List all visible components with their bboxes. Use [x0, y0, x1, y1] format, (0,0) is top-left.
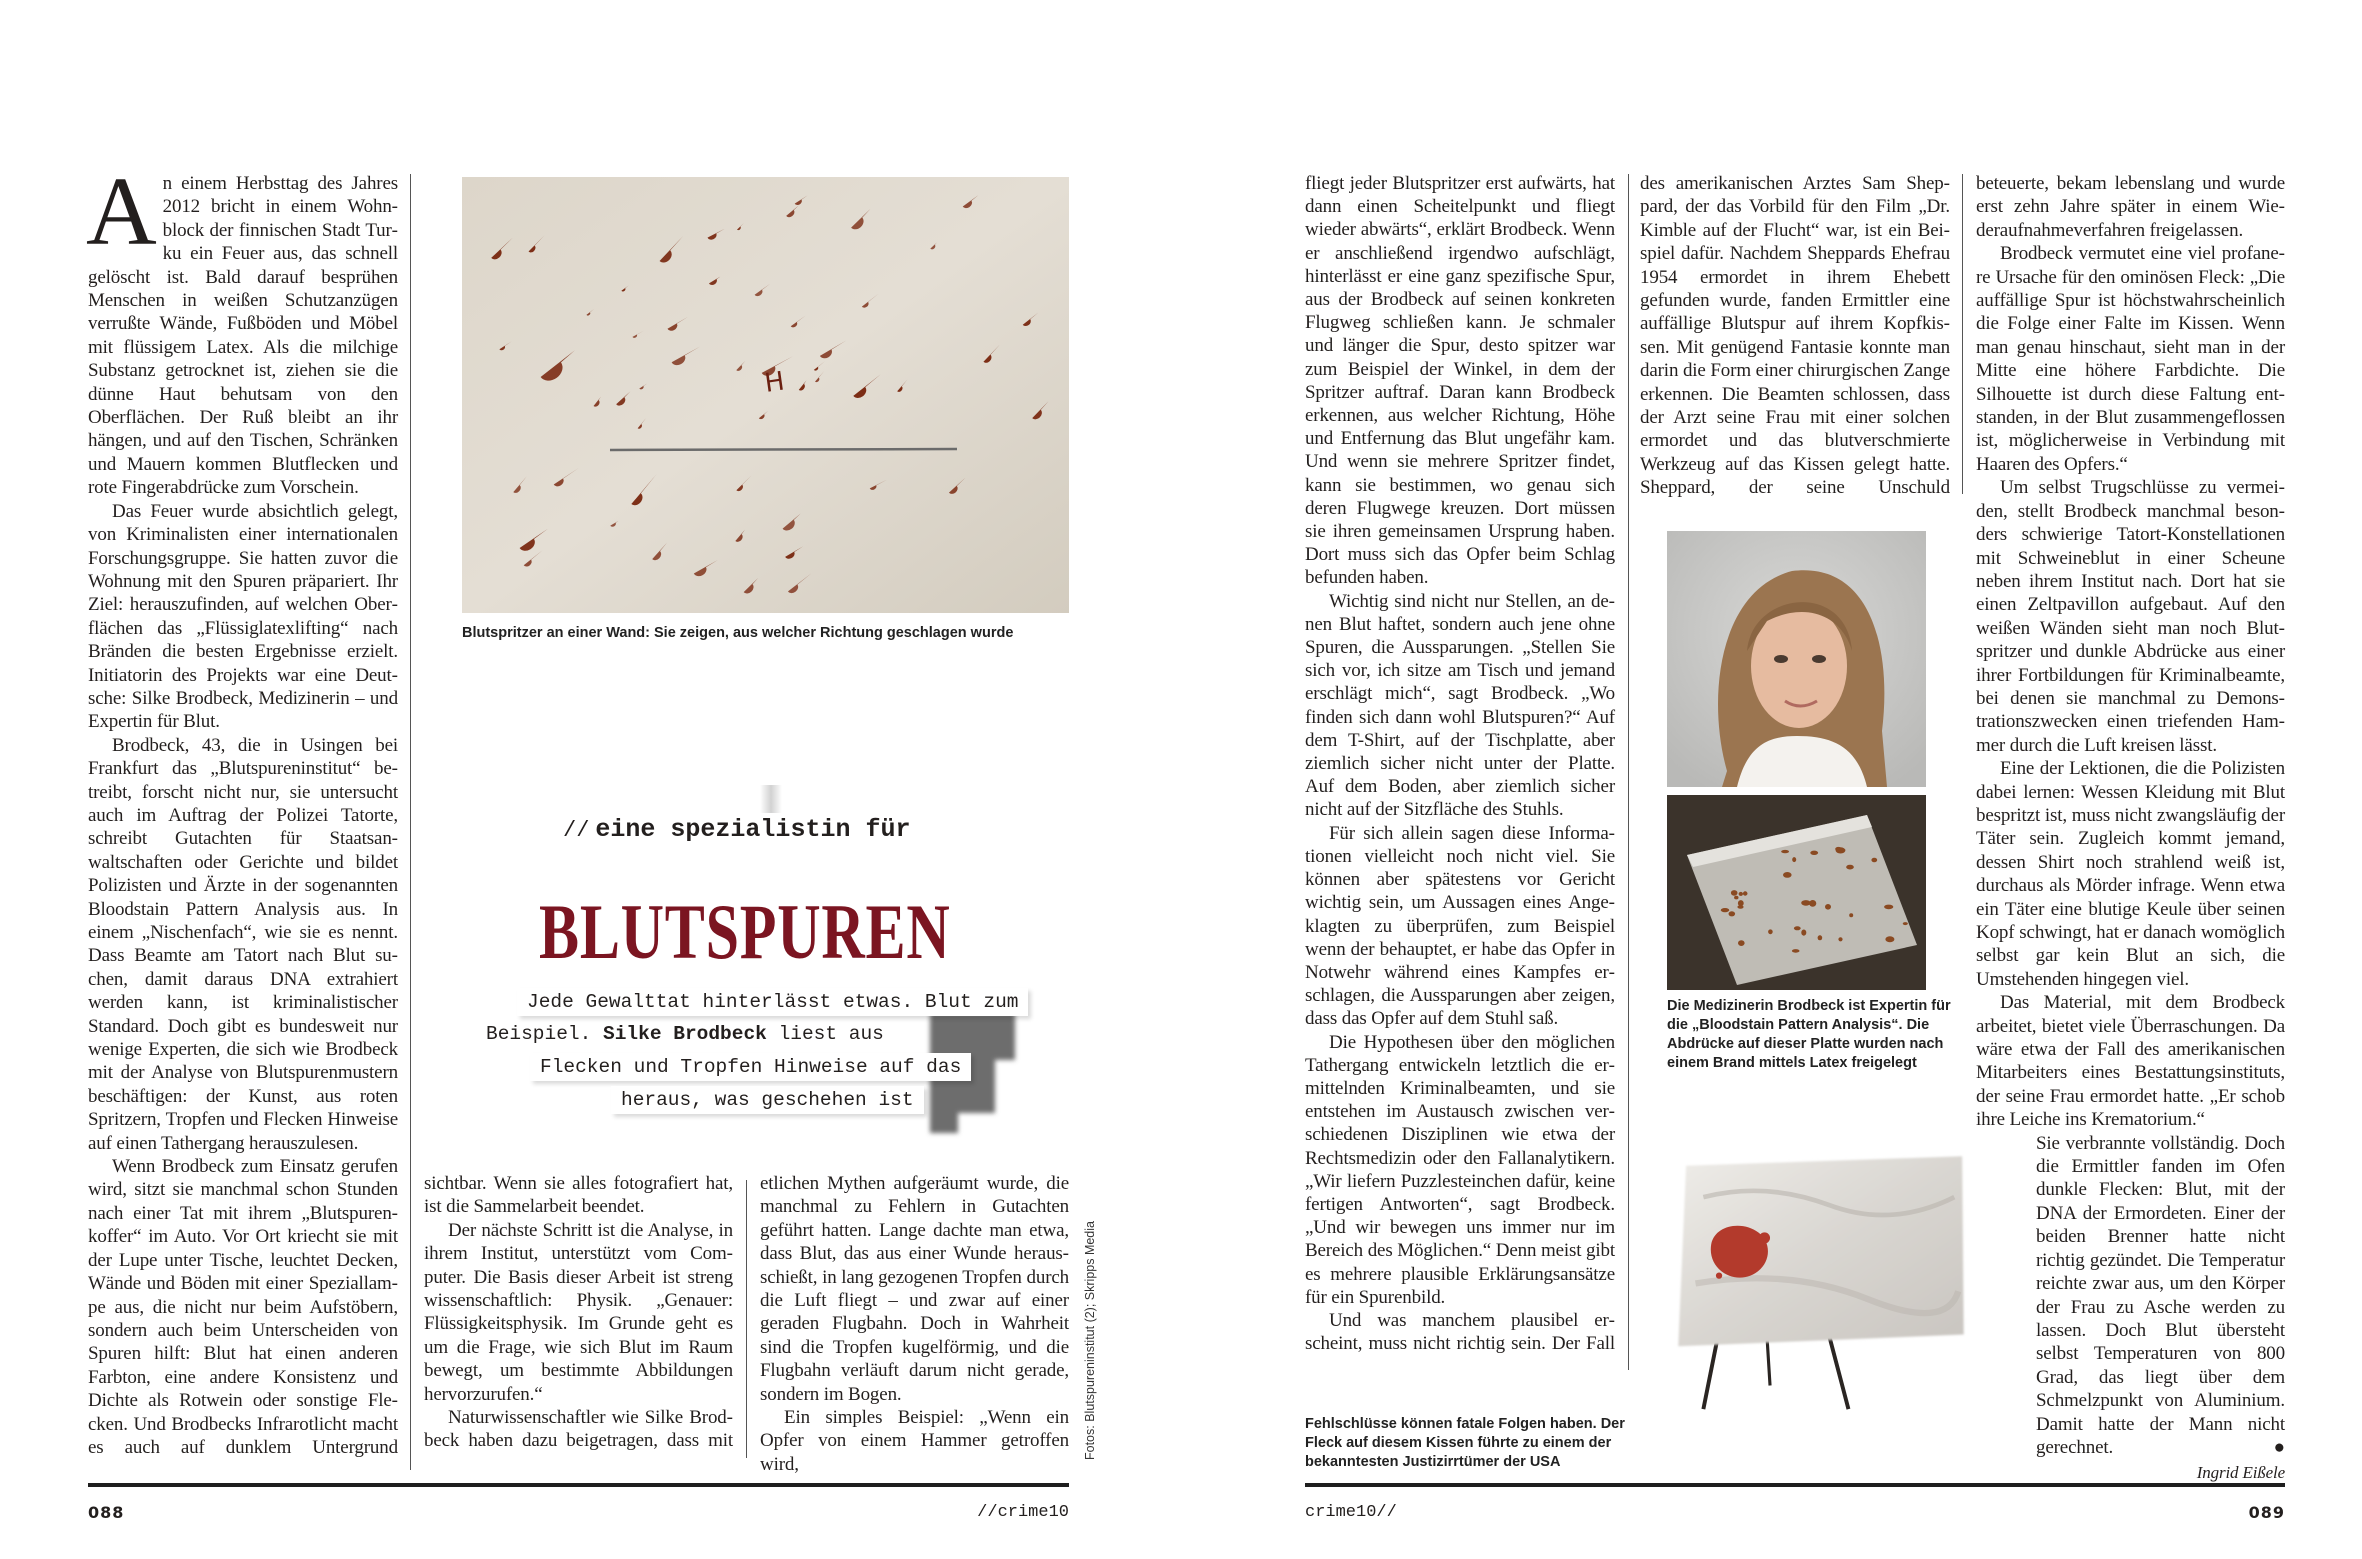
plate-stain	[1739, 892, 1743, 896]
kicker-slashes: //	[563, 818, 590, 843]
deck-text: Beispiel.	[486, 1023, 592, 1045]
paragraph: Der nächste Schritt ist die Analyse, in ihrem Institut, unterstützt vom Computer. Die Basis dieser Arbeit ist streng wissenschaftlich: Physik. „Genauer: Flüssigkeitsphysik. Im Grunde geht es um die Frage, wie sich Blut im Raum bewegt, um bestimmte Abbildungen hervorzurufen.“	[424, 1219, 733, 1405]
plate-stain	[1783, 872, 1792, 878]
deck-name: Silke Brodbeck	[603, 1023, 767, 1045]
column-rule	[1628, 174, 1629, 1370]
running-footer: crime10//	[1305, 1503, 1397, 1522]
footer-rule	[88, 1483, 1069, 1487]
plate-stain	[1871, 858, 1877, 863]
plate-stain	[1731, 890, 1738, 896]
tape-smudge	[760, 785, 782, 813]
paragraph: etlichen Mythen aufgeräumt wurde, die manchmal zu Fehlern in Gutachten geführt hatten. Lange dachte man etwa, dass Blut, das aus einer Wunde herausschießt, in lang gezogenen Tropfen durch die Luft fliegt – und zwar auf einer geraden Flugbahn. Doch in Wahrheit sind die Tropfen kugelförmig, und die Flugbahn verläuft darum nicht gerade, sondern im Bogen.	[760, 1173, 1069, 1405]
running-footer: //crime10	[977, 1503, 1069, 1522]
plate-stain	[1721, 908, 1729, 912]
plate-stain	[1792, 857, 1796, 862]
plate-stain	[1838, 937, 1842, 941]
kicker-text: eine spezialistin für	[595, 815, 911, 844]
footer-rule	[1305, 1483, 2285, 1487]
deck-text: liest aus	[778, 1023, 884, 1045]
pillow-photo	[1672, 1150, 1970, 1413]
paragraph: Um selbst Trugschlüsse zu vermeiden, stellt Brodbeck manchmal besonders schwierige Tatort-Konstellationen mit Schweineblut in einer Scheune neben ihrem Institut nach. Dort hat sie einen Zeltpavillon aufgebaut. Auf den weißen Wänden sieht man noch Blutspritzer und dunkle Abdrücke aus einer ihrer Fortbildungen für Kriminalbeamte, bei denen sie manchmal zu Demonstrationszwecken einen triefenden Hammer durch die Luft kreisen lässt.	[1976, 477, 2285, 756]
right-column-2	[1640, 172, 1950, 500]
paragraph-wrapped	[2036, 1132, 2285, 1460]
plate-stain	[1738, 940, 1745, 946]
plate-stain	[1792, 949, 1800, 953]
paragraph: fliegt jeder Blutspritzer erst aufwärts, hat dann einen Scheitelpunkt und fliegt wieder abwärts“, erklärt Brodbeck. Wenn er anschließend irgendwo aufschlägt, hinterlässt er eine ganz spezifische Spur, aus der Brodbeck auf seinen konkreten Flugweg schließen kann. Je schmaler und länger die Spur, desto spitzer war zum Beispiel der Winkel, in dem der Spritzer auftraf. Daran kann Brodbeck erkennen, aus welcher Richtung, Höhe und Entfernung das Blut ungefähr kam. Und wenn sie mehrere Spritzer findet, kann sie bestimmen, wo genau sich deren Flugwege kreuzen. Dort müssen sie ihren gemeinsamen Ursprung haben. Dort muss sich das Opfer beim Schlag befunden haben.	[1305, 173, 1615, 589]
paragraph-text: n einem Herbsttag des Jahres 2012 bricht in einem Wohnblock der finnischen Stadt Turku ein Feuer aus, das schnell gelöscht ist. Bald darauf besprühen Menschen in weißen Schutzanzügen verrußte Wände, Fußböden und Möbel mit flüssigem Latex. Als die milchige Substanz getrocknet ist, ziehen sie die dünne Haut behutsam von den Oberflächen. Der Ruß bleibt an ihr hängen, und auf den Tischen, Schränken und Mauern kommen Blutflecken und rote Fingerabdrücke zum Vorschein.	[88, 173, 398, 499]
plate-stain	[1743, 891, 1748, 895]
plate-stain	[1836, 847, 1846, 853]
column-rule	[1962, 174, 1963, 494]
deck-line-2	[476, 1020, 894, 1048]
paragraph: Das Feuer wurde absichtlich gelegt, von Kriminalisten einer internationalen Forschungsgruppe. Sie hatten zuvor die Wohnung mit den Spuren präpariert. Ihr Ziel: herauszufinden, auf welchen Oberflächen das „Flüssiglatexlifting“ nach Bränden die besten Ergebnisse erzielt. Initiatorin des Projekts war eine Deutsche: Silke Brodbeck, Medizinerin – und Expertin für Blut.	[88, 500, 398, 733]
paragraph: Naturwissenschaftler wie Silke Brodbeck haben dazu beigetragen, dass mit	[424, 1407, 733, 1452]
plate-stain	[1825, 904, 1831, 910]
deck-line-3: Flecken und Tropfen Hinweise auf das	[530, 1053, 971, 1081]
paragraph: Brodbeck, 43, die in Usingen bei Frankfurt das „Blutspureninstitut“ betreibt, forscht nicht nur, sie untersucht auch im Auftrag der Polizei Tatorte, schreibt Gutachten für Staatsanwaltschaften oder Gerichte und bildet Polizisten und Ärzte in der sogenannten Bloodstain Pattern Analysis aus. In einem „Nischenfach“, wie sie es nennt. Dass Beamte am Tatort nach Blut suchen, damit daraus DNA extrahiert werden kann, ist kriminalistischer Standard. Doch gibt es bundesweit nur wenige Experten, die sich wie Brodbeck mit der Analyse von Blutspurenmustern beschäftigen: der Kunst, aus roten Spritzern, Tropfen und Flecken Hinweise auf einen Tathergang herauszulesen.	[88, 734, 398, 1154]
plate-stain	[1734, 896, 1738, 900]
right-column-1	[1305, 172, 1615, 1355]
paragraph: Wichtig sind nicht nur Stellen, an denen Blut haftet, sondern auch jene ohne Spuren, die Aussparungen. „Stellen Sie sich vor, ich sitze am Tisch und jemand erschlägt mich“, sagt Brodbeck. „Wo finden sich dann wohl Blutspuren?“ Auf dem T-Shirt, auf der Tischplatte, aber ziemlich sicher nicht unter der Platte. Auf dem Boden, aber ziemlich sicher nicht auf der Sitzfläche des Stuhls.	[1305, 590, 1615, 821]
page-number: 089	[2248, 1503, 2285, 1522]
pillow-caption: Fehlschlüsse können fatale Folgen haben. Der Fleck auf diesem Kissen führte zu einem der bekanntesten Justizirrtümer der USA	[1305, 1416, 1625, 1470]
kicker	[563, 815, 910, 844]
deck-line-1: Jede Gewalttat hinterlässt etwas. Blut zum	[517, 988, 1028, 1016]
plate-stain	[1810, 851, 1818, 855]
plate-stain	[1729, 911, 1736, 916]
blood-spatter-photo	[462, 177, 1069, 613]
photo-caption: Blutspritzer an einer Wand: Sie zeigen, aus welcher Richtung geschlagen wurde	[462, 625, 1014, 641]
plate-stain	[1884, 905, 1893, 910]
paragraph: beteuerte, bekam lebenslang und wurde erst zehn Jahre später in einem Wiederaufnahmeverfahren freigelassen.	[1976, 173, 2285, 241]
paragraph: Für sich allein sagen diese Informationen vielleicht noch nicht viel. Sie können aber spätestens vor Gericht wichtig sein, um Aussagen eines Angeklagten zu überprüfen, zum Beispiel wenn der behauptet, er habe das Opfer in Notwehr während eines Kampfes erschlagen, die Aussparungen aber zeigen, dass das Opfer auf dem Stuhl saß.	[1305, 822, 1615, 1030]
plate-stain	[1903, 922, 1908, 925]
left-column-1	[86, 158, 398, 1459]
right-column-3	[1976, 172, 2285, 1485]
paragraph: Ein simples Beispiel: „Wenn ein Opfer von einem Hammer getroffen wird,	[760, 1407, 1069, 1475]
paragraph: Eine der Lektionen, die die Polizisten dabei lernen: Wessen Kleidung mit Blut bespritzt ist, muss nicht zwangsläufig der Täter sein. Zugleich kommt jemand, dessen Shirt noch strahlend weiß ist, durchaus als Mörder infrage. Wenn etwa ein Täter eine blutige Keule über seinen Kopf schwingt, hat er danach womöglich selbst gar kein Blut an sich, die Umstehenden hingegen viel.	[1976, 758, 2285, 990]
plate-stain	[1737, 905, 1743, 908]
paragraph: Und was manchem plausibel erscheint, muss nicht richtig sein. Der Fall	[1305, 1309, 1615, 1355]
page-number: 088	[88, 1503, 125, 1522]
plate-stain	[1794, 926, 1801, 930]
paragraph: des amerikanischen Arztes Sam Sheppard, der das Vorbild für den Film „Dr. Kimble auf der Flucht“ war, ist ein Beispiel dafür. Nachdem Sheppards Ehefrau 1954 ermordet in ihrem Ehebett gefunden wurde, fanden Ermittler eine auffällige Blutspur auf ihrem Kopfkissen. Mit genügend Fantasie konnte man darin die Form einer chirurgischen Zange erkennen. Die Beamten schlossen, dass der Arzt seine Frau mit einer solchen ermordet und das blutverschmierte Werkzeug auf das Kissen gelegt hatte. Sheppard, der seine Unschuld	[1640, 173, 1950, 499]
deck-line-4: heraus, was geschehen ist	[611, 1086, 924, 1114]
paragraph: Die Hypothesen über den möglichen Tathergang entwickeln letztlich die ermittelnden Kriminalbeamten, und sie entstehen im Austausch zwischen verschiedenen Disziplinen wie etwa der Rechtsmedizin oder den Fallanalytikern. „Wir liefern Puzzlesteinchen dafür, keine fertigen Antworten“, sagt Brodbeck. „Und wir bewegen uns immer nur im Bereich des Möglichen.“ Denn meist gibt es mehrere plausible Erklärungsansätze für ein Spurenbild.	[1305, 1031, 1615, 1308]
plate-stain	[1849, 913, 1853, 917]
paragraph: Wenn Brodbeck zum Einsatz gerufen wird, sitzt sie manchmal schon Stunden nach einer Tat mit ihrem „Blutspurenkoffer“ im Auto. Vor Ort kriecht sie mit der Lupe unter Tische, leuchtet Decken, Wände und Böden mit einer Speziallampe aus, die nicht nur beim Aufstöbern, sondern auch beim Unterscheiden von Spuren hilft: Blut hat einen anderen Farbton, eine andere Konsistenz und Dichte als Rotwein oder sonstige Flecken. Und Brodbecks Infrarotlicht macht es auch auf dunklem Untergrund	[88, 1156, 398, 1458]
plate-stain	[1801, 900, 1810, 906]
column-rule	[410, 174, 411, 1470]
drop-cap: A	[86, 158, 157, 266]
left-column-3	[760, 1172, 1069, 1476]
headline: BLUTSPUREN	[539, 888, 951, 975]
paragraph: Das Material, mit dem Brodbeck arbeitet, bietet viele Überraschungen. Da wäre etwa der Fall des amerikanischen Mitarbeiters eines Bestattungsinstituts, der seine Frau ermordet hatte. „Er schob ihre Leiche ins Krematorium.“	[1976, 992, 2285, 1131]
paragraph: sichtbar. Wenn sie alles fotografiert hat, ist die Sammelarbeit beendet.	[424, 1173, 733, 1218]
plate-stain	[1818, 935, 1823, 940]
paragraph-text: Sie verbrannte vollständig. Doch die Ermittler fanden im Ofen dunkle Flecken: Blut, mit der DNA der Ermordeten. Einer der beiden Brenner hatte nicht richtig gezündet. Die Temperatur reichte zwar aus, um den Körper der Frau zu Asche werden zu lassen. Doch Blut übersteht selbst Temperaturen von 800 Grad, das liegt über dem Schmelzpunkt von Aluminium. Damit hatte der Mann nicht gerechnet.	[2036, 1132, 2285, 1458]
column-rule	[746, 1180, 747, 1458]
plate-stain	[1768, 929, 1773, 934]
plate-stain	[1885, 936, 1894, 942]
portrait-caption: Die Medizinerin Brodbeck ist Expertin für die „Bloodstain Pattern Analysis“. Die Abdrücke auf dieser Platte wurden nach einem Brand mittels Latex freigelegt	[1667, 998, 1951, 1071]
photo-mark: H	[762, 366, 787, 399]
plate-stain	[1801, 930, 1806, 936]
left-column-2	[424, 1172, 733, 1453]
author-byline: Ingrid Eißele	[2196, 1463, 2285, 1483]
latex-plate-photo	[1667, 795, 1926, 990]
plate-stain	[1781, 850, 1789, 853]
photo-credit: Fotos: Blutspureninstitut (2); Skripps Media	[1083, 1221, 1097, 1460]
portrait-photo	[1667, 531, 1926, 787]
end-mark-icon: ●	[2273, 1436, 2285, 1458]
plate-stain	[1846, 865, 1854, 870]
paragraph: Brodbeck vermutet eine viel profanere Ursache für den ominösen Fleck: „Die auffällige Spur ist höchstwahrscheinlich die Folge einer Falte im Kissen. Wenn man genau hinschaut, sieht man in der Mitte eine höhere Farbdichte. Die Silhouette ist durch diese Faltung entstanden, in der Blut zusammengeflossen ist, möglicherweise in Verbindung mit Haaren des Opfers.“	[1976, 243, 2285, 475]
paragraph-intro	[86, 158, 398, 500]
